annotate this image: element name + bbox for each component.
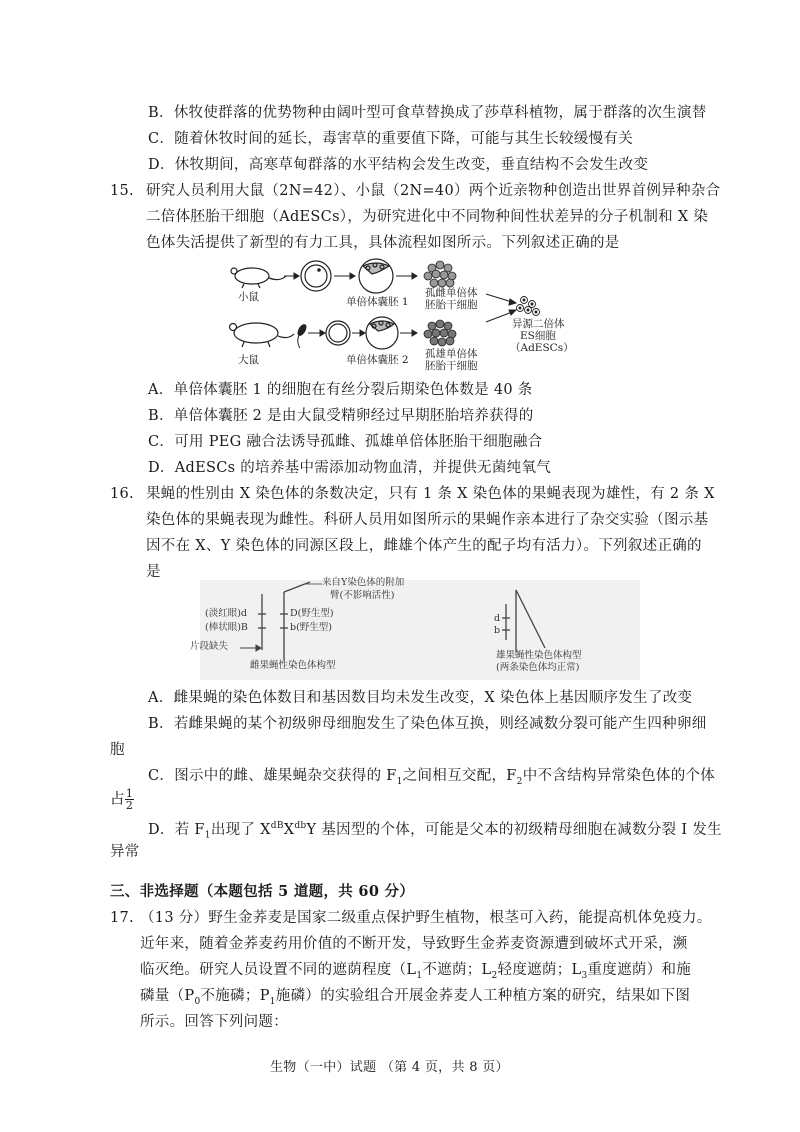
label-rat: 大鼠	[238, 354, 259, 366]
q16-option-b-line2: 胞	[110, 742, 125, 758]
q15-stem-line3: 色体失活提供了新型的有力工具，具体流程如图所示。下列叙述正确的是	[146, 235, 620, 251]
arrow-to-cells1	[396, 273, 417, 279]
oocyte-1	[301, 261, 331, 291]
section-3-title: 三、非选择题（本题包括 5 道题，共 60 分）	[110, 883, 415, 900]
arrow-to-blasto1	[334, 273, 355, 279]
q16-option-d-line1: D．若 $F_1$出现了 $X^{dB}X^{db}Y$ 基因型的个体，可能是父本的初级精母细胞在减数分裂 I 发生	[148, 821, 722, 841]
q16-number: 16.	[110, 486, 134, 502]
q16-option-a: A．雌果蝇的染色体数目和基因数目均未发生改变，X 染色体上基因顺序发生了改变	[148, 690, 693, 706]
arrow-mouse-to-blasto1	[284, 273, 299, 279]
q16-stem-line3: 因不在 X、Y 染色体的同源区段上，雌雄个体产生的配子均有活力）。下列叙述正确的	[146, 538, 702, 554]
q14-option-c: C．随着休牧时间的延长，毒害草的重要值下降，可能与其生长较缓慢有关	[148, 131, 633, 147]
label-es-line3: （AdESCs）	[510, 342, 574, 354]
q17-stem-line2: 近年来，随着金荞麦药用价值的不断开发，导致野生金荞麦资源遭到破坏式开采，濒	[140, 936, 688, 952]
q17-stem-line3: 临灭绝。研究人员设置不同的遮荫程度（$L_1$不遮荫；$L_2$轻度遮荫；$L_3$重度遮荫）和施	[140, 962, 692, 981]
q16-option-c-line1: C．图示中的雌、雄果蝇杂交获得的 $F_1$之间相互交配，$F_2$中不含结构异常染色体的个体	[148, 768, 716, 787]
blastocyst-1	[359, 259, 393, 293]
q15-option-c: C．可用 PEG 融合法诱导孤雌、孤雄单倍体胚胎干细胞融合	[148, 434, 543, 450]
q15-option-d: D．AdESCs 的培养基中需添加动物血清，并提供无菌纯氧气	[148, 460, 552, 476]
es-cells	[517, 297, 540, 316]
label-gene-D: D(野生型)	[290, 608, 334, 619]
q15-stem-line1: 研究人员利用大鼠（2N=42）、小鼠（2N=40）两个近亲物种创造出世界首例异种杂合	[146, 183, 721, 199]
page-footer: 生物（一中）试题 （第 4 页，共 8 页）	[270, 1060, 509, 1075]
label-gene-B: (棒状眼)B	[205, 622, 248, 633]
blastocyst-2	[366, 317, 398, 349]
label-es-line2: ES细胞	[520, 330, 556, 342]
label-female-caption: 雌果蝇性染色体构型	[250, 660, 336, 671]
arrow-to-cells2	[400, 330, 417, 336]
fraction-one-half: $\frac{1}{2}$	[125, 787, 134, 812]
label-y-attach-line1: 来自Y染色体的附加	[322, 577, 405, 588]
label-blastocyst-1: 单倍体囊胚 1	[346, 296, 409, 308]
q15-number: 15.	[110, 183, 134, 199]
haploid-cells-1	[424, 261, 456, 287]
label-male-b: b	[494, 625, 501, 636]
rat-drawing	[230, 323, 295, 347]
q15-stem-line2: 二倍体胚胎干细胞（AdESCs），为研究进化中不同物种间性状差异的分子机制和 X 染	[146, 209, 709, 225]
label-mouse: 小鼠	[238, 291, 259, 303]
label-cells1-line2: 胚胎干细胞	[425, 299, 478, 311]
label-gene-b: b(野生型)	[290, 622, 332, 633]
haploid-cells-2	[424, 320, 456, 346]
q16-stem-line1: 果蝇的性别由 X 染色体的条数决定，只有 1 条 X 染色体的果蝇表现为雄性，有 2 条 X	[146, 486, 715, 502]
q17-stem-line4: 磷量（$P_0$不施磷；$P_1$施磷）的实验组合开展金荞麦人工种植方案的研究，结果如下图	[140, 988, 691, 1007]
q16-stem-line4: 是	[146, 564, 161, 580]
sperm-drawing	[296, 323, 307, 348]
q16-option-c-line2: 占 $\frac{1}{2}$	[110, 787, 134, 812]
label-cells2-line2: 胚胎干细胞	[425, 360, 478, 372]
label-male-caption-line1: 雄果蝇性染色体构型	[496, 650, 582, 661]
oocyte-2	[326, 321, 350, 345]
label-es-line1: 异源二倍体	[512, 318, 565, 330]
label-y-attach-line2: 臂(不影响活性)	[330, 590, 395, 601]
label-blastocyst-2: 单倍体囊胚 2	[346, 354, 409, 366]
arrow-rat-to-oocyte2	[308, 330, 325, 336]
q16-stem-line2: 染色体的果蝇表现为雌性。科研人员用如图所示的果蝇作亲本进行了杂交实验（图示基	[146, 512, 709, 528]
arrow-to-blasto2	[352, 330, 365, 336]
q14-option-d: D．休牧期间，高寒草甸群落的水平结构会发生改变，垂直结构不会发生改变	[148, 157, 649, 173]
q15-option-a: A．单倍体囊胚 1 的细胞在有丝分裂后期染色体数是 40 条	[148, 382, 533, 398]
q16-option-d-line2: 异常	[110, 844, 140, 860]
label-cells2-line1: 孤雄单倍体	[425, 348, 478, 360]
label-male-d: d	[494, 613, 501, 624]
q16-option-b-line1: B．若雌果蝇的某个初级卵母细胞发生了染色体互换，则经减数分裂可能产生四种卵细	[148, 716, 707, 732]
q17-stem-line5: 所示。回答下列问题：	[140, 1014, 288, 1030]
label-missing-fragment: 片段缺失	[190, 641, 229, 652]
q15-option-b: B．单倍体囊胚 2 是由大鼠受精卵经过早期胚胎培养获得的	[148, 408, 534, 424]
q17-number: 17.	[110, 910, 134, 926]
label-gene-d: (淡红眼)d	[205, 608, 247, 619]
label-cells1-line1: 孤雌单倍体	[425, 287, 478, 299]
label-male-caption-line2: (两条染色体均正常)	[496, 662, 580, 673]
mouse-drawing	[231, 268, 286, 288]
q14-option-b: B．休牧使群落的优势物种由阔叶型可食草替换成了莎草科植物，属于群落的次生演替	[148, 105, 707, 121]
q17-stem-line1: （13 分）野生金荞麦是国家二级重点保护野生植物，根茎可入药，能提高机体免疫力。	[140, 910, 712, 926]
